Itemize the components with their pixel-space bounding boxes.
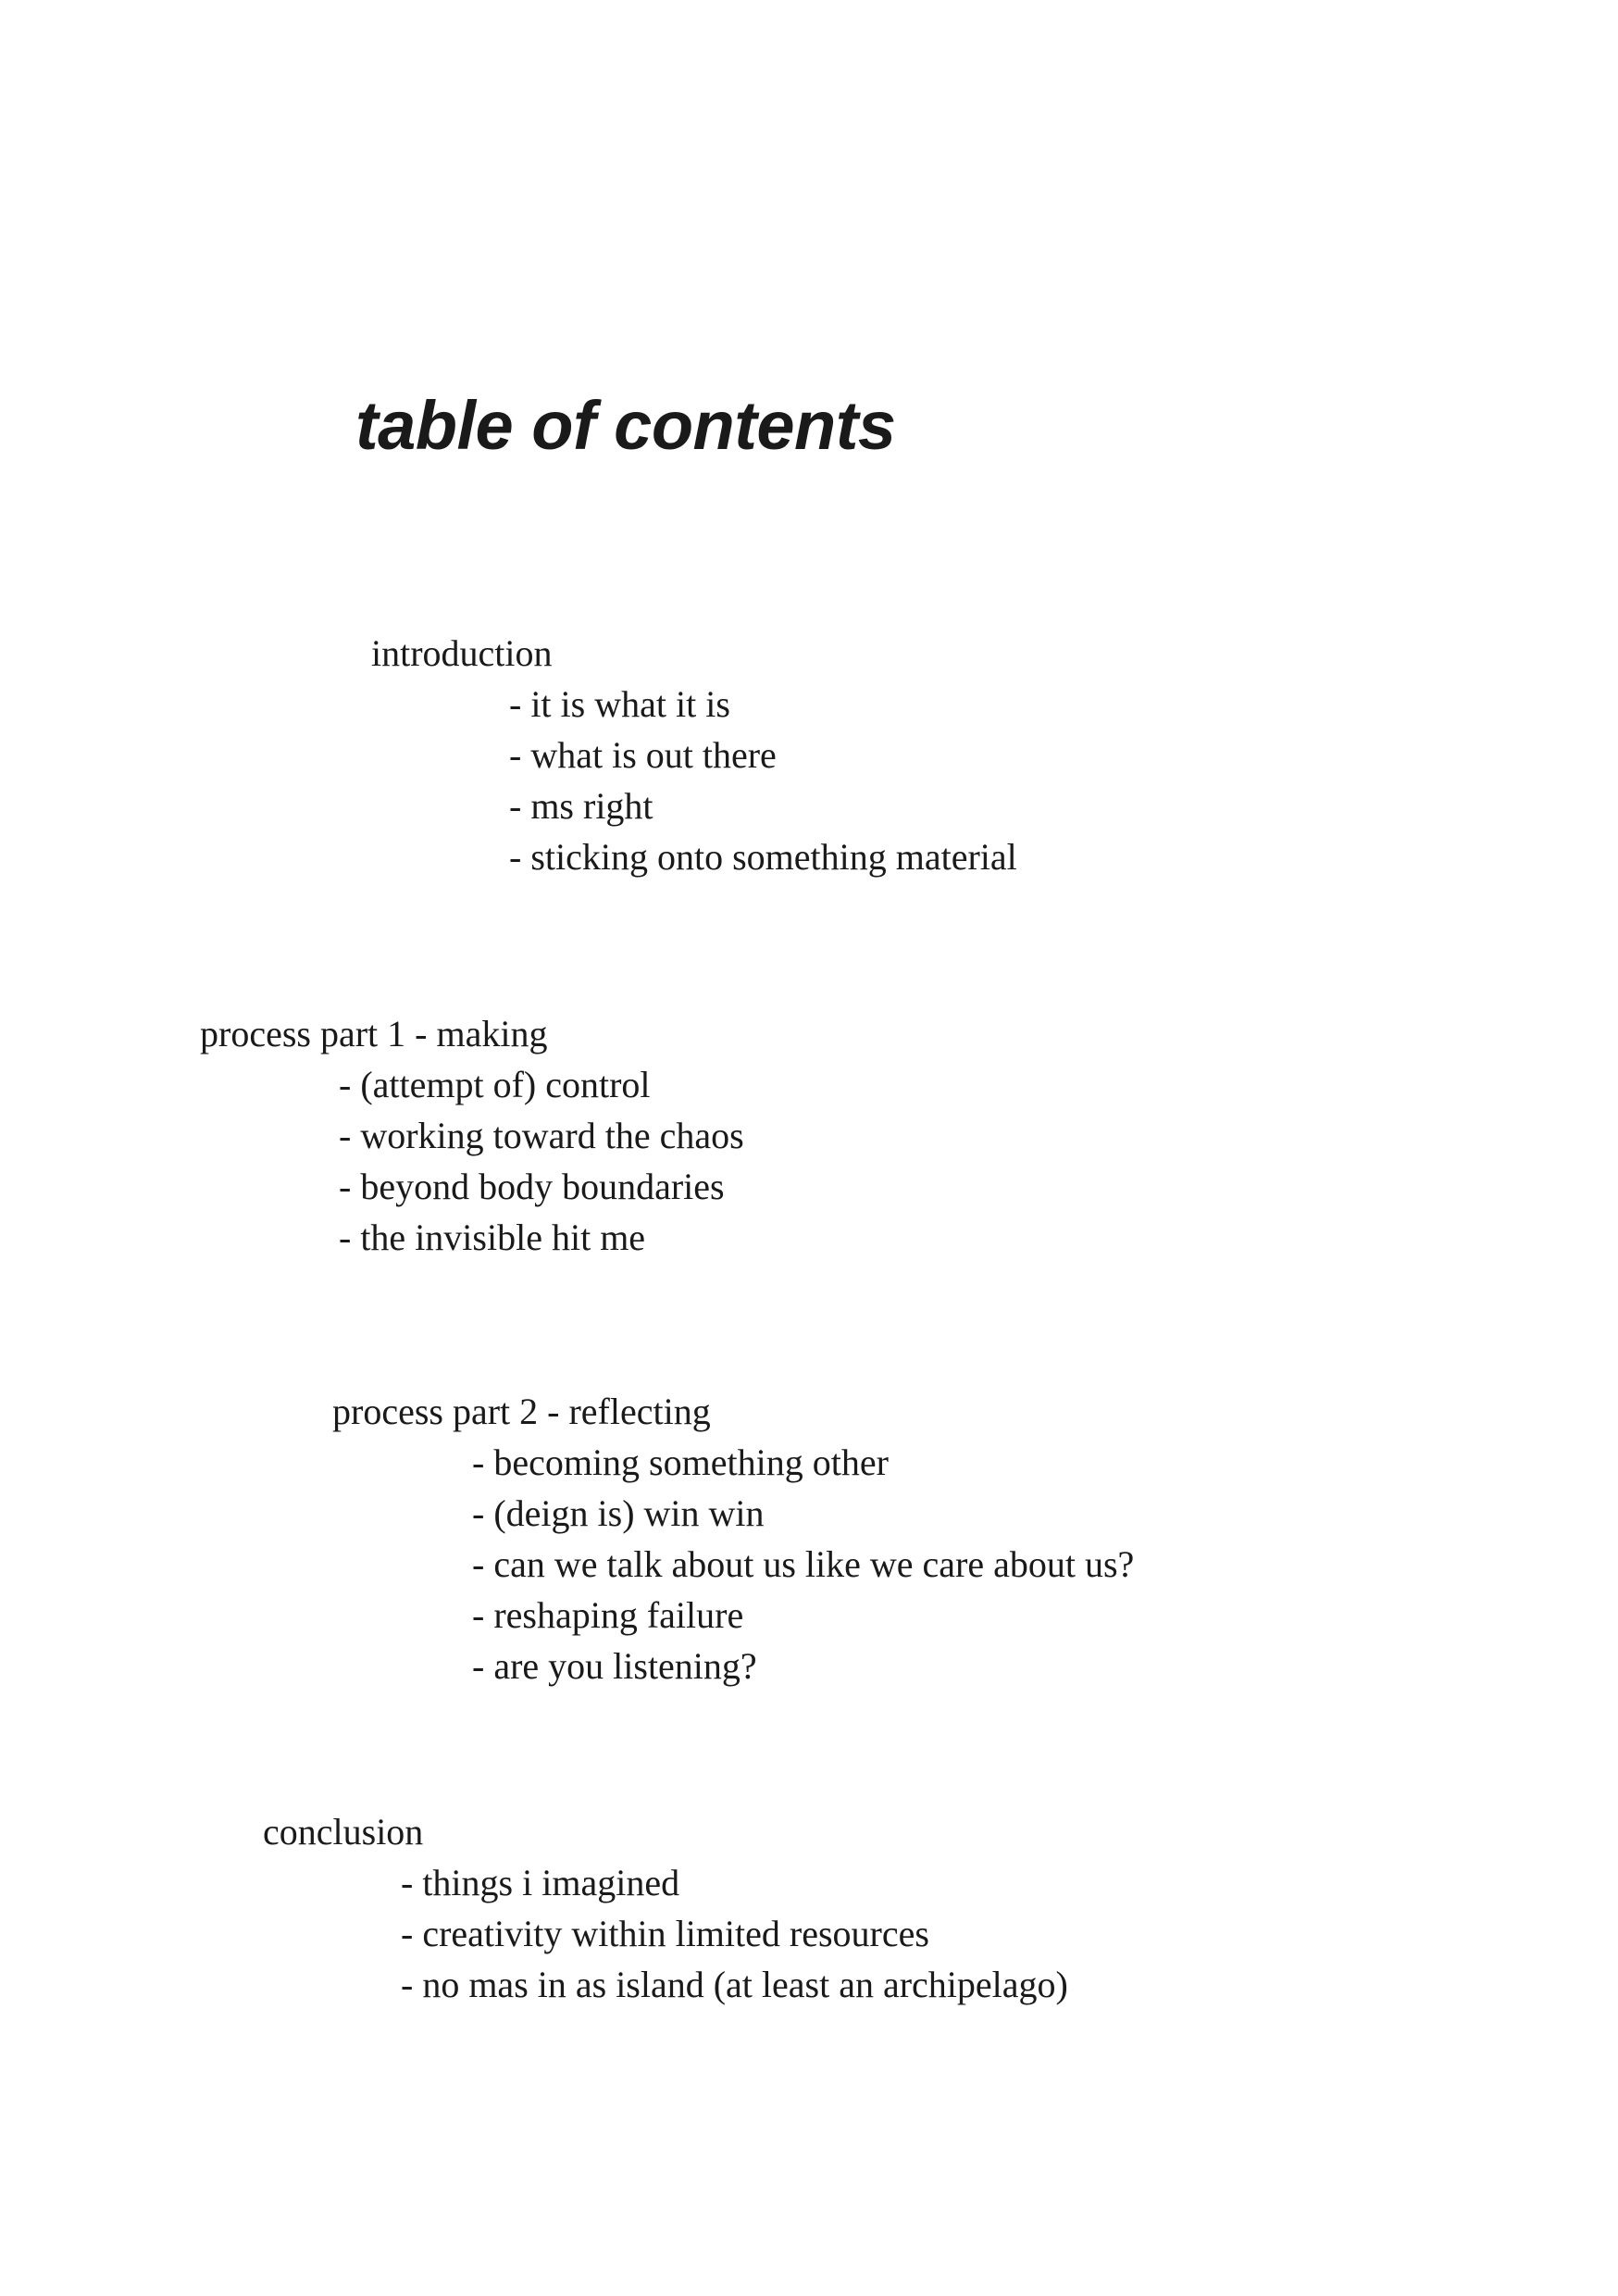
toc-section-conclusion xyxy=(263,1806,1068,2010)
toc-item: - what is out there xyxy=(509,734,777,776)
section-heading: conclusion xyxy=(263,1811,424,1853)
toc-section-process-part-2 xyxy=(332,1386,1134,1691)
toc-item: - the invisible hit me xyxy=(339,1217,646,1258)
toc-item: - things i imagined xyxy=(401,1862,680,1903)
toc-item: - it is what it is xyxy=(509,683,730,725)
toc-item: - sticking onto something material xyxy=(509,836,1017,878)
toc-item: - working toward the chaos xyxy=(339,1115,744,1156)
section-items xyxy=(200,1059,744,1263)
section-items xyxy=(371,679,1017,882)
toc-item: - becoming something other xyxy=(472,1441,889,1483)
section-heading: process part 1 - making xyxy=(200,1013,548,1054)
toc-section-process-part-1 xyxy=(200,1008,744,1263)
toc-item: - can we talk about us like we care about us? xyxy=(472,1543,1135,1585)
toc-item: - creativity within limited resources xyxy=(401,1913,929,1954)
toc-item: - beyond body boundaries xyxy=(339,1166,725,1207)
toc-item: - (deign is) win win xyxy=(472,1492,765,1534)
toc-item: - are you listening? xyxy=(472,1645,757,1687)
section-items xyxy=(332,1437,1134,1691)
toc-section-introduction xyxy=(371,628,1017,882)
toc-item: - (attempt of) control xyxy=(339,1064,651,1105)
toc-item: - reshaping failure xyxy=(472,1594,744,1636)
section-heading: introduction xyxy=(371,632,553,674)
toc-item: - no mas in as island (at least an archipelago) xyxy=(401,1964,1068,2005)
section-items xyxy=(263,1857,1068,2010)
section-heading: process part 2 - reflecting xyxy=(332,1391,711,1432)
page-title: table of contents xyxy=(355,387,896,464)
toc-item: - ms right xyxy=(509,785,653,827)
